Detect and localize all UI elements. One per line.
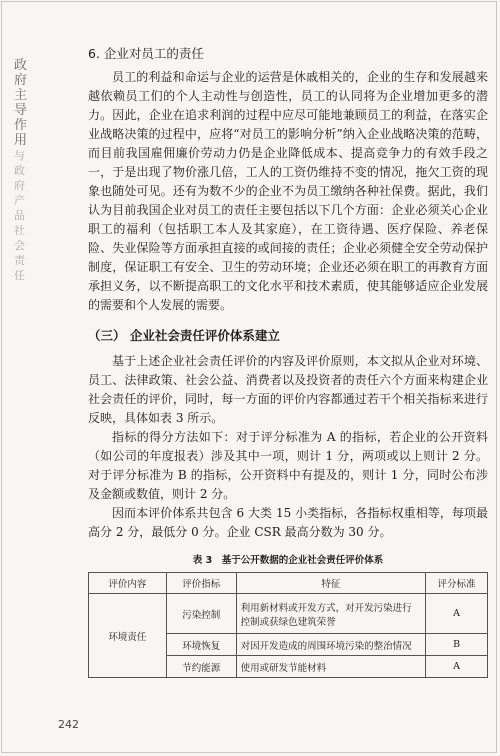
header-content: 评价内容 xyxy=(89,573,167,594)
section3-heading: （三） 企业社会责任评价体系建立 xyxy=(88,328,280,343)
page-number: 242 xyxy=(58,718,79,731)
feature-cell: 对因开发造成的周围环境污染的整治情况 xyxy=(236,634,425,656)
feature-cell: 利用新材料或开发方式，对开发污染进行控制或获绿色建筑荣誉 xyxy=(236,594,425,634)
table-row xyxy=(89,594,488,634)
side-running-title xyxy=(14,58,30,283)
table-header-row xyxy=(89,573,488,594)
side-title-lead: 政府主导作用 xyxy=(14,58,28,148)
header-standard: 评分标准 xyxy=(426,573,488,594)
section3-paragraph-2: 指标的得分方法如下：对于评分标准为 A 的指标，若企业的公开资料（如公司的年度报表）涉及其中一项，则计 1 分，两项或以上则计 2 分。对于评分标准为 B 的指标，公开资料中有提及的，则计 1 分，同时公布涉及金额或数值，则计 2 分。 xyxy=(88,430,488,501)
table-caption: 表 3 基于公开数据的企业社会责任评价体系 xyxy=(192,555,384,566)
header-feature: 特征 xyxy=(236,573,425,594)
standard-cell: A xyxy=(426,594,488,634)
header-indicator: 评价指标 xyxy=(166,573,236,594)
indicator-cell: 节约能源 xyxy=(166,656,236,678)
section6-paragraph: 员工的利益和命运与企业的运营是休戚相关的，企业的生存和发展越来越依赖员工们的个人主动性与创造性，员工的认同将为企业增加更多的潜力。因此，企业在追求利润的过程中应尽可能地兼顾员工的利益，在落实企业战略决策的过程中，应将“对员工的影响分析”纳入企业战略决策的范畴，而目前我国雇佣廉价劳动力仍是企业降低成本、提高竞争力的有效手段之一，于是出现了物价涨几倍，工人的工资仍维持不变的情况，拖欠工资的现象也随处可见。还有为数不少的企业不为员工缴纳各种社保费。据此，我们认为目前我国企业对员工的责任主要包括以下几个方面：企业必须关心企业职工的福利（包括职工本人及其家庭），在工资待遇、医疗保险、养老保险、失业保险等方面承担直接的或间接的责任；企业必须健全安全劳动保护制度，保证职工有安全、卫生的劳动环境；企业还必须在职工的再教育方面承担义务，以不断提高职工的文化水平和技术素质，使其能够适应企业发展的需要和个人发展的需要。 xyxy=(88,70,488,312)
standard-cell: A xyxy=(426,656,488,678)
section3-paragraph-3: 因而本评价体系共包含 6 大类 15 小类指标，各指标权重相等，每项最高分 2 分，最低分 0 分。企业 CSR 最高分数为 30 分。 xyxy=(88,506,488,539)
section6-heading: 6. 企业对员工的责任 xyxy=(88,46,204,61)
section3-paragraph-1: 基于上述企业社会责任评价的内容及评价原则，本文拟从企业对环境、员工、法律政策、社会公益、消费者以及投资者的责任六个方面来构建企业社会责任的评价，同时，每一方面的评价内容都通过若干个相关指标来进行反映，具体如表 3 所示。 xyxy=(88,354,488,425)
indicator-cell: 环境恢复 xyxy=(166,634,236,656)
standard-cell: B xyxy=(426,634,488,656)
indicator-cell: 污染控制 xyxy=(166,594,236,634)
page-content xyxy=(88,44,488,678)
feature-cell: 使用或研发节能材料 xyxy=(236,656,425,678)
group-cell: 环境责任 xyxy=(89,594,167,678)
side-title-tail: 与政府产品社会责任 xyxy=(14,149,25,282)
csr-table xyxy=(88,572,488,678)
